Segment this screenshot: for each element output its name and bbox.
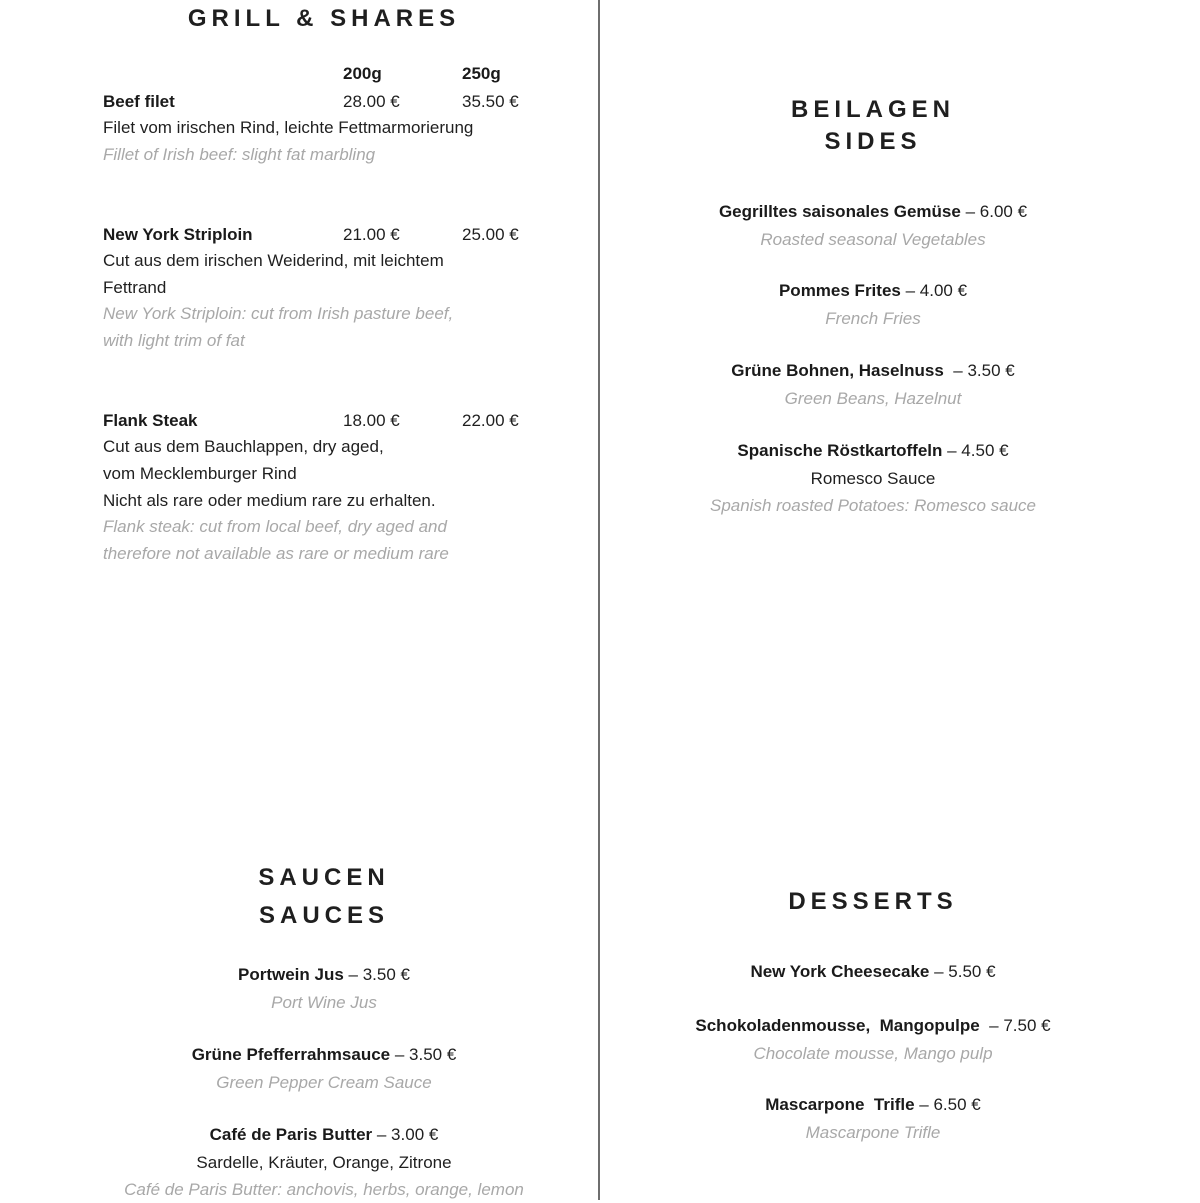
menu-item-pfefferrahmsauce (50, 1041, 598, 1096)
item-description: Romesco Sauce (810, 469, 936, 488)
item-name: New York Striploin (103, 225, 253, 244)
sides-heading-de: BEILAGEN (790, 96, 955, 123)
item-name: Flank Steak (103, 411, 198, 430)
item-description: Cut aus dem irischen Weiderind, mit leichtem (103, 251, 444, 270)
price-200g: 28.00 € (343, 92, 400, 111)
item-english: Café de Paris Butter: anchovis, herbs, orange, lemon (124, 1180, 524, 1199)
item-english: Roasted seasonal Vegetables (760, 230, 986, 249)
item-english: French Fries (825, 309, 921, 328)
item-name: Spanische Röstkartoffeln (737, 441, 943, 460)
menu-item-roestkartoffeln (600, 437, 1146, 519)
item-name: Pommes Frites (778, 281, 901, 300)
item-name: Gegrilltes saisonales Gemüse (718, 202, 961, 221)
price-200g: 18.00 € (343, 411, 400, 430)
menu-item-cafe-de-paris-butter (50, 1121, 598, 1203)
desserts-heading: DESSERTS (788, 888, 958, 915)
price-250g: 22.00 € (462, 411, 519, 430)
item-name: Schokoladenmousse, Mangopulpe (695, 1016, 980, 1035)
item-english: Spanish roasted Potatoes: Romesco sauce (709, 496, 1037, 515)
item-english: with light trim of fat (103, 331, 245, 350)
item-description: Cut aus dem Bauchlappen, dry aged, (103, 437, 384, 456)
menu-item-portwein-jus (50, 961, 598, 1016)
item-english: therefore not available as rare or medium rare (103, 544, 449, 563)
item-name: Beef filet (103, 92, 175, 111)
item-english: New York Striploin: cut from Irish pasture beef, (103, 304, 454, 323)
menu-item-gruene-bohnen (600, 357, 1146, 412)
item-description: Fettrand (103, 278, 167, 297)
sides-heading (600, 96, 1146, 161)
menu-item-pommes-frites (600, 277, 1146, 332)
item-price: – 3.50 € (390, 1045, 457, 1064)
item-name: Grüne Pfefferrahmsauce (191, 1045, 391, 1064)
item-name: Mascarpone Trifle (765, 1095, 915, 1114)
sauces-heading-de: SAUCEN (258, 864, 390, 891)
item-description: vom Mecklemburger Rind (103, 464, 297, 483)
item-english: Green Beans, Hazelnut (784, 389, 962, 408)
item-price: – 4.00 € (900, 281, 968, 300)
item-name: Grüne Bohnen, Haselnuss (731, 361, 944, 380)
item-english: Fillet of Irish beef: slight fat marbling (103, 145, 376, 164)
item-name: New York Cheesecake (750, 962, 930, 981)
item-price: – 6.00 € (960, 202, 1028, 221)
item-english: Chocolate mousse, Mango pulp (753, 1044, 993, 1063)
item-price: – 5.50 € (929, 962, 996, 981)
item-description: Filet vom irischen Rind, leichte Fettmarmorierung (103, 118, 474, 137)
item-price: – 3.50 € (343, 965, 410, 984)
menu-item-schokoladenmousse (600, 1012, 1146, 1067)
price-250g: 35.50 € (462, 92, 519, 111)
item-english: Mascarpone Trifle (805, 1123, 941, 1142)
item-price: – 4.50 € (942, 441, 1009, 460)
item-price: – 6.50 € (914, 1095, 981, 1114)
item-name: Café de Paris Butter (209, 1125, 373, 1144)
menu-item-cheesecake (600, 958, 1146, 986)
item-description: Nicht als rare oder medium rare zu erhalten. (103, 491, 436, 510)
menu-item-gegrilltes-gemuese (600, 198, 1146, 253)
column-header-250g: 250g (462, 64, 501, 83)
sauces-heading (50, 859, 598, 935)
grill-heading: GRILL & SHARES (187, 5, 461, 32)
item-english: Green Pepper Cream Sauce (216, 1073, 432, 1092)
menu-item-mascarpone-trifle (600, 1091, 1146, 1146)
item-price: – 3.50 € (943, 361, 1015, 380)
column-header-200g: 200g (343, 64, 382, 83)
item-price: – 3.00 € (372, 1125, 439, 1144)
item-english: Port Wine Jus (271, 993, 377, 1012)
price-250g: 25.00 € (462, 225, 519, 244)
item-english: Flank steak: cut from local beef, dry aged and (103, 517, 447, 536)
item-price: – 7.50 € (979, 1016, 1051, 1035)
sides-heading-en: SIDES (824, 128, 922, 155)
item-description: Sardelle, Kräuter, Orange, Zitrone (196, 1153, 452, 1172)
sauces-heading-en: SAUCES (258, 902, 390, 929)
item-name: Portwein Jus (238, 965, 344, 984)
price-200g: 21.00 € (343, 225, 400, 244)
